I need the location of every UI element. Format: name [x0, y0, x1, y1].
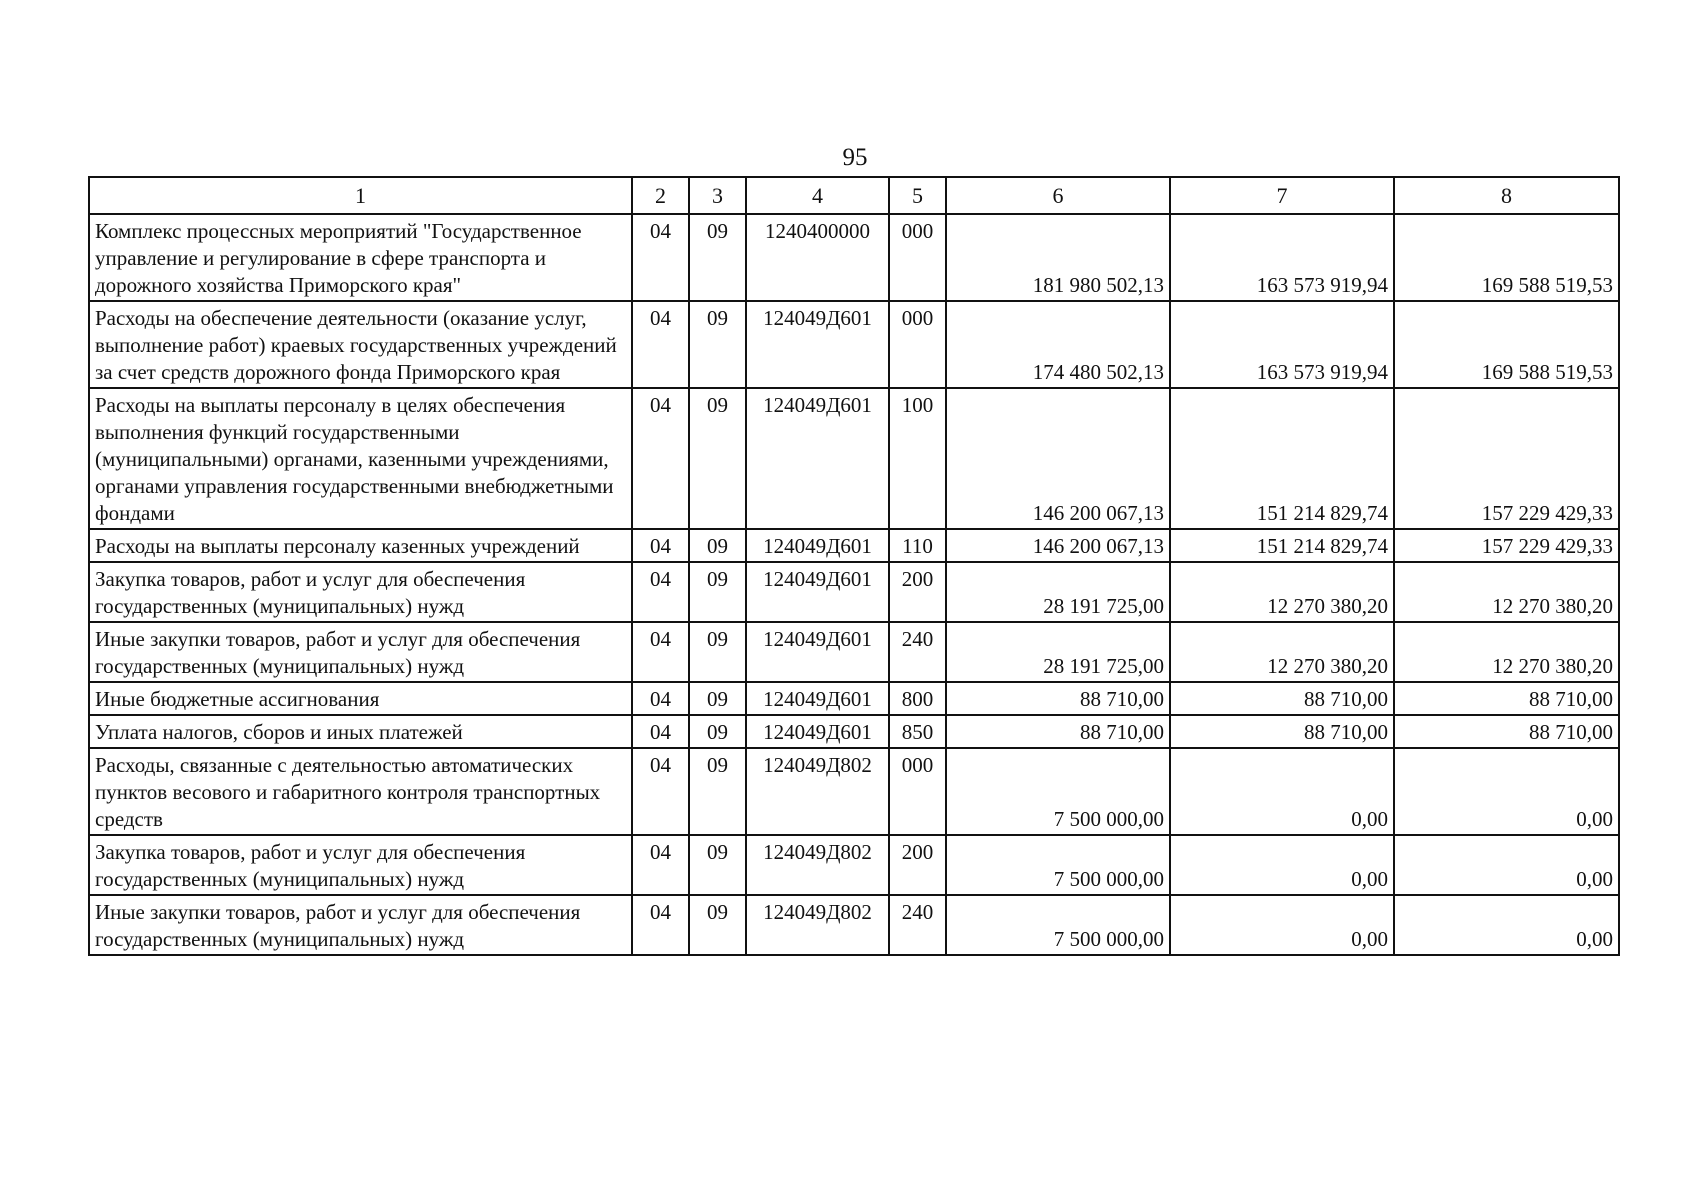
row-amount-col7: 12 270 380,20	[1170, 622, 1394, 682]
row-expense-type: 100	[889, 388, 946, 529]
row-amount-col8: 169 588 519,53	[1394, 214, 1619, 301]
row-amount-col7: 151 214 829,74	[1170, 529, 1394, 562]
row-name: Расходы на обеспечение деятельности (оказание услуг, выполнение работ) краевых государственных учреждений за счет средств дорожного фонда Приморского края	[89, 301, 632, 388]
row-amount-col8: 0,00	[1394, 895, 1619, 955]
row-target-code: 124049Д802	[746, 895, 889, 955]
row-amount-col8: 88 710,00	[1394, 682, 1619, 715]
row-section: 04	[632, 748, 689, 835]
row-expense-type: 240	[889, 895, 946, 955]
table-row	[89, 895, 1619, 955]
row-amount-col8: 88 710,00	[1394, 715, 1619, 748]
table-row	[89, 214, 1619, 301]
header-row	[89, 177, 1619, 214]
row-target-code: 124049Д601	[746, 301, 889, 388]
row-target-code: 1240400000	[746, 214, 889, 301]
table-row	[89, 835, 1619, 895]
row-amount-col7: 163 573 919,94	[1170, 214, 1394, 301]
row-amount-col7: 88 710,00	[1170, 715, 1394, 748]
row-subsection: 09	[689, 388, 746, 529]
table-row	[89, 715, 1619, 748]
table-row	[89, 622, 1619, 682]
table-row	[89, 682, 1619, 715]
row-amount-col7: 12 270 380,20	[1170, 562, 1394, 622]
row-name: Иные бюджетные ассигнования	[89, 682, 632, 715]
row-target-code: 124049Д601	[746, 622, 889, 682]
row-subsection: 09	[689, 715, 746, 748]
row-amount-col6: 88 710,00	[946, 682, 1170, 715]
row-amount-col7: 0,00	[1170, 835, 1394, 895]
row-section: 04	[632, 895, 689, 955]
row-amount-col7: 0,00	[1170, 748, 1394, 835]
row-amount-col6: 7 500 000,00	[946, 835, 1170, 895]
page-number: 95	[842, 144, 868, 171]
row-section: 04	[632, 388, 689, 529]
row-target-code: 124049Д601	[746, 388, 889, 529]
row-target-code: 124049Д601	[746, 682, 889, 715]
row-name: Комплекс процессных мероприятий "Государственное управление и регулирование в сфере транспорта и дорожного хозяйства Приморского края"	[89, 214, 632, 301]
row-name: Иные закупки товаров, работ и услуг для обеспечения государственных (муниципальных) нужд	[89, 622, 632, 682]
row-amount-col7: 88 710,00	[1170, 682, 1394, 715]
row-expense-type: 200	[889, 835, 946, 895]
row-expense-type: 200	[889, 562, 946, 622]
row-amount-col7: 0,00	[1170, 895, 1394, 955]
table-row	[89, 748, 1619, 835]
row-subsection: 09	[689, 622, 746, 682]
row-subsection: 09	[689, 748, 746, 835]
row-expense-type: 000	[889, 748, 946, 835]
row-amount-col8: 169 588 519,53	[1394, 301, 1619, 388]
row-amount-col8: 157 229 429,33	[1394, 388, 1619, 529]
row-subsection: 09	[689, 895, 746, 955]
row-name: Расходы на выплаты персоналу в целях обеспечения выполнения функций государственными (муниципальными) органами, казенными учреждениями, органами управления государственными внебюджетными фондами	[89, 388, 632, 529]
row-name: Иные закупки товаров, работ и услуг для обеспечения государственных (муниципальных) нужд	[89, 895, 632, 955]
row-amount-col6: 7 500 000,00	[946, 895, 1170, 955]
row-amount-col6: 88 710,00	[946, 715, 1170, 748]
row-name: Расходы, связанные с деятельностью автоматических пунктов весового и габаритного контроля транспортных средств	[89, 748, 632, 835]
row-target-code: 124049Д601	[746, 562, 889, 622]
row-amount-col6: 174 480 502,13	[946, 301, 1170, 388]
row-expense-type: 800	[889, 682, 946, 715]
row-amount-col6: 28 191 725,00	[946, 622, 1170, 682]
row-amount-col7: 163 573 919,94	[1170, 301, 1394, 388]
header-col-3: 3	[689, 177, 746, 214]
row-subsection: 09	[689, 214, 746, 301]
row-section: 04	[632, 562, 689, 622]
header-col-4: 4	[746, 177, 889, 214]
row-section: 04	[632, 214, 689, 301]
row-name: Закупка товаров, работ и услуг для обеспечения государственных (муниципальных) нужд	[89, 562, 632, 622]
table-row	[89, 388, 1619, 529]
row-name: Уплата налогов, сборов и иных платежей	[89, 715, 632, 748]
row-expense-type: 000	[889, 301, 946, 388]
header-col-2: 2	[632, 177, 689, 214]
table-row	[89, 529, 1619, 562]
row-section: 04	[632, 715, 689, 748]
row-target-code: 124049Д601	[746, 715, 889, 748]
table-row	[89, 301, 1619, 388]
row-target-code: 124049Д601	[746, 529, 889, 562]
header-col-5: 5	[889, 177, 946, 214]
row-expense-type: 240	[889, 622, 946, 682]
row-section: 04	[632, 682, 689, 715]
header-col-6: 6	[946, 177, 1170, 214]
header-col-7: 7	[1170, 177, 1394, 214]
table-row	[89, 562, 1619, 622]
row-amount-col7: 151 214 829,74	[1170, 388, 1394, 529]
budget-table	[88, 176, 1620, 956]
row-amount-col6: 28 191 725,00	[946, 562, 1170, 622]
row-subsection: 09	[689, 301, 746, 388]
row-amount-col8: 0,00	[1394, 835, 1619, 895]
row-amount-col6: 146 200 067,13	[946, 529, 1170, 562]
header-col-1: 1	[89, 177, 632, 214]
row-section: 04	[632, 835, 689, 895]
row-expense-type: 850	[889, 715, 946, 748]
row-amount-col8: 12 270 380,20	[1394, 562, 1619, 622]
row-amount-col6: 146 200 067,13	[946, 388, 1170, 529]
row-subsection: 09	[689, 682, 746, 715]
row-section: 04	[632, 301, 689, 388]
row-subsection: 09	[689, 529, 746, 562]
row-subsection: 09	[689, 835, 746, 895]
row-amount-col8: 157 229 429,33	[1394, 529, 1619, 562]
row-amount-col8: 12 270 380,20	[1394, 622, 1619, 682]
row-amount-col6: 7 500 000,00	[946, 748, 1170, 835]
row-target-code: 124049Д802	[746, 835, 889, 895]
row-expense-type: 110	[889, 529, 946, 562]
row-amount-col8: 0,00	[1394, 748, 1619, 835]
row-section: 04	[632, 529, 689, 562]
row-name: Расходы на выплаты персоналу казенных учреждений	[89, 529, 632, 562]
row-target-code: 124049Д802	[746, 748, 889, 835]
header-col-8: 8	[1394, 177, 1619, 214]
row-expense-type: 000	[889, 214, 946, 301]
row-name: Закупка товаров, работ и услуг для обеспечения государственных (муниципальных) нужд	[89, 835, 632, 895]
row-subsection: 09	[689, 562, 746, 622]
row-amount-col6: 181 980 502,13	[946, 214, 1170, 301]
row-section: 04	[632, 622, 689, 682]
